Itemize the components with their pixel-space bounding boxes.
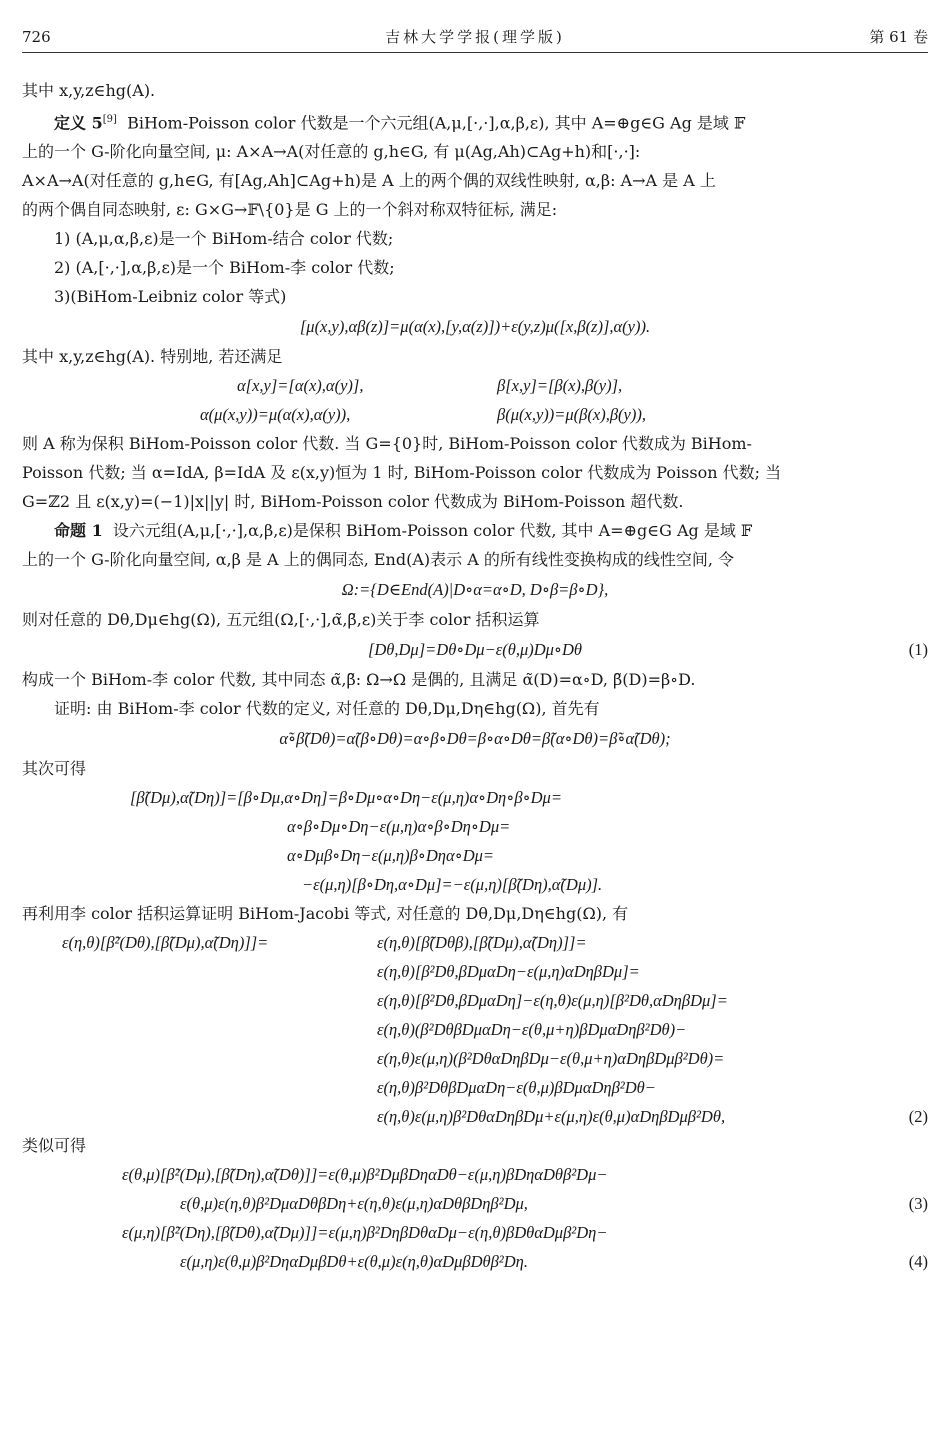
equation-line: ε(μ,η)[β̃²(Dη),[β̃(Dθ),α̃(Dμ)]]=ε(μ,η)β²DηβDθαDμ−ε(η,θ)βDθαDμβ²Dη− — [122, 1223, 608, 1243]
text-line: 构成一个 BiHom-李 color 代数, 其中同态 α̃,β̃: Ω→Ω 是偶的, 且满足 α̃(D)=α∘D, β̃(D)=β∘D. — [22, 670, 696, 690]
text-line: 其中 x,y,z∈hg(A). 特别地, 若还满足 — [22, 347, 283, 367]
text-line: 其中 x,y,z∈hg(A). — [22, 81, 156, 100]
equation-number: (1) — [908, 640, 928, 660]
proposition-label: 命题 1 — [54, 521, 103, 541]
text-line: 其次可得 — [22, 759, 87, 779]
jacobi-derivation — [22, 928, 928, 1131]
text-line: Poisson 代数; 当 α=IdA, β=IdA 及 ε(x,y)恒为 1 时, BiHom-Poisson color 代数成为 Poisson 代数; 当 — [22, 463, 782, 483]
equation-line: ε(η,θ)(β²DθβDμαDη−ε(θ,μ+η)βDμαDηβ²Dθ)− — [377, 1020, 687, 1040]
page-number: 726 — [22, 28, 51, 46]
equation-3 — [22, 1160, 928, 1218]
equation-line: ε(θ,μ)ε(η,θ)β²DμαDθβDη+ε(η,θ)ε(μ,η)αDθβDηβ²Dμ, — [180, 1194, 528, 1214]
text-line: A×A→A(对任意的 g,h∈G, 有[Ag,Ah]⊂Ag+h)是 A 上的两个偶的双线性映射, α,β: A→A 是 A 上 — [22, 171, 716, 191]
equation-line: ε(η,θ)β²DθβDμαDη−ε(θ,μ)βDμαDηβ²Dθ− — [377, 1078, 656, 1098]
text-line: 的两个偶自同态映射, ε: G×G→𝔽\{0}是 G 上的一个斜对称双特征标, 满足: — [22, 200, 558, 220]
definition-label: 定义 5 — [54, 113, 103, 133]
equation: α[x,y]=[α(x),α(y)], — [237, 376, 364, 396]
equation-commute: α̃∘β̃(Dθ)=α̃(β∘Dθ)=α∘β∘Dθ=β∘α∘Dθ=β̃(α∘Dθ)=β̃∘α̃(Dθ); — [279, 729, 671, 749]
equation-line: ε(μ,η)ε(θ,μ)β²DηαDμβDθ+ε(θ,μ)ε(η,θ)αDμβDθβ²Dη. — [180, 1252, 528, 1272]
equation-line: ε(η,θ)ε(μ,η)β²DθαDηβDμ+ε(μ,η)ε(θ,μ)αDηβDμβ²Dθ, — [377, 1107, 726, 1127]
equation-line: −ε(μ,η)[β∘Dη,α∘Dμ]=−ε(μ,η)[β̃(Dη),α̃(Dμ)]. — [302, 875, 603, 895]
condition-item: 1) (A,μ,α,β,ε)是一个 BiHom-结合 color 代数; — [54, 229, 394, 249]
multiplicativity-row — [22, 371, 928, 400]
text-line: G=ℤ2 且 ε(x,y)=(−1)|x||y| 时, BiHom-Poisson color 代数成为 BiHom-Poisson 超代数. — [22, 492, 684, 512]
text-line: 上的一个 G-阶化向量空间, α,β 是 A 上的偶同态, End(A)表示 A 的所有线性变换构成的线性空间, 令 — [22, 550, 735, 570]
equation-number: (3) — [908, 1194, 928, 1214]
equation-4 — [22, 1218, 928, 1276]
equation-line: ε(η,θ)[β²Dθ,βDμαDη]−ε(η,θ)ε(μ,η)[β²Dθ,αDηβDμ]= — [377, 991, 728, 1011]
condition-item: 3)(BiHom-Leibniz color 等式) — [54, 287, 287, 307]
definition-5 — [22, 105, 928, 137]
equation-line: [β̃(Dμ),α̃(Dη)]=[β∘Dμ,α∘Dη]=β∘Dμ∘α∘Dη−ε(μ,η)α∘Dη∘β∘Dμ= — [130, 788, 562, 808]
equation-line: ε(η,θ)[β̃(Dθβ),[β̃(Dμ),α̃(Dη)]]= — [377, 933, 587, 953]
condition-item: 2) (A,[·,·],α,β,ε)是一个 BiHom-李 color 代数; — [54, 258, 395, 278]
proposition-1 — [22, 516, 928, 545]
definition-text: BiHom-Poisson color 代数是一个六元组(A,μ,[·,·],α,β,ε), 其中 A=⊕g∈G Ag 是域 𝔽 — [127, 113, 746, 133]
equation-number: (2) — [908, 1107, 928, 1127]
text-line: 类似可得 — [22, 1136, 87, 1156]
equation-body: [Dθ,Dμ]=Dθ∘Dμ−ε(θ,μ)Dμ∘Dθ — [367, 640, 583, 660]
equation-line: α∘β∘Dμ∘Dη−ε(μ,η)α∘β∘Dη∘Dμ= — [287, 817, 511, 837]
text-line: 则对任意的 Dθ,Dμ∈hg(Ω), 五元组(Ω,[·,·],α̃,β̃,ε)关于李 color 括积运算 — [22, 610, 540, 630]
equation-line: ε(η,θ)ε(μ,η)(β²DθαDηβDμ−ε(θ,μ+η)αDηβDμβ²Dθ)= — [377, 1049, 725, 1069]
equation-1 — [22, 635, 928, 664]
text-line: 再利用李 color 括积运算证明 BiHom-Jacobi 等式, 对任意的 Dθ,Dμ,Dη∈hg(Ω), 有 — [22, 904, 629, 924]
text-line: 上的一个 G-阶化向量空间, μ: A×A→A(对任意的 g,h∈G, 有 μ(Ag,Ah)⊂Ag+h)和[·,·]: — [22, 142, 641, 162]
running-header — [22, 22, 928, 53]
equation: β(μ(x,y))=μ(β(x),β(y)), — [497, 405, 646, 425]
equation-lhs: ε(η,θ)[β̃²(Dθ),[β̃(Dμ),α̃(Dη)]]= — [62, 933, 269, 953]
equation: α(μ(x,y))=μ(α(x),α(y)), — [200, 405, 351, 425]
proposition-text: 设六元组(A,μ,[·,·],α,β,ε)是保积 BiHom-Poisson color 代数, 其中 A=⊕g∈G Ag 是域 𝔽 — [112, 521, 753, 541]
skew-symmetry-derivation — [22, 783, 928, 899]
equation-line: α∘Dμβ∘Dη−ε(μ,η)β∘Dηα∘Dμ= — [287, 846, 495, 866]
equation-number: (4) — [908, 1252, 928, 1272]
equation: β[x,y]=[β(x),β(y)], — [497, 376, 623, 396]
journal-title: 吉林大学学报(理学版) — [385, 28, 565, 46]
citation-ref: [9] — [102, 114, 117, 125]
volume-label: 第 61 卷 — [869, 28, 928, 46]
body-text — [22, 76, 928, 1276]
equation-line: ε(η,θ)[β²Dθ,βDμαDη−ε(μ,η)αDηβDμ]= — [377, 962, 640, 982]
equation-leibniz: [μ(x,y),αβ(z)]=μ(α(x),[y,α(z)])+ε(y,z)μ([x,β(z)],α(y)). — [299, 317, 651, 337]
equation-omega: Ω:={D∈End(A)|D∘α=α∘D, D∘β=β∘D}, — [341, 580, 609, 600]
equation-line: ε(θ,μ)[β̃²(Dμ),[β̃(Dη),α̃(Dθ)]]=ε(θ,μ)β²DμβDηαDθ−ε(μ,η)βDηαDθβ²Dμ− — [122, 1165, 608, 1185]
multiplicativity-row — [22, 400, 928, 429]
text-line: 则 A 称为保积 BiHom-Poisson color 代数. 当 G={0}时, BiHom-Poisson color 代数成为 BiHom- — [22, 434, 752, 454]
proof-start: 证明: 由 BiHom-李 color 代数的定义, 对任意的 Dθ,Dμ,Dη∈hg(Ω), 首先有 — [54, 699, 600, 719]
